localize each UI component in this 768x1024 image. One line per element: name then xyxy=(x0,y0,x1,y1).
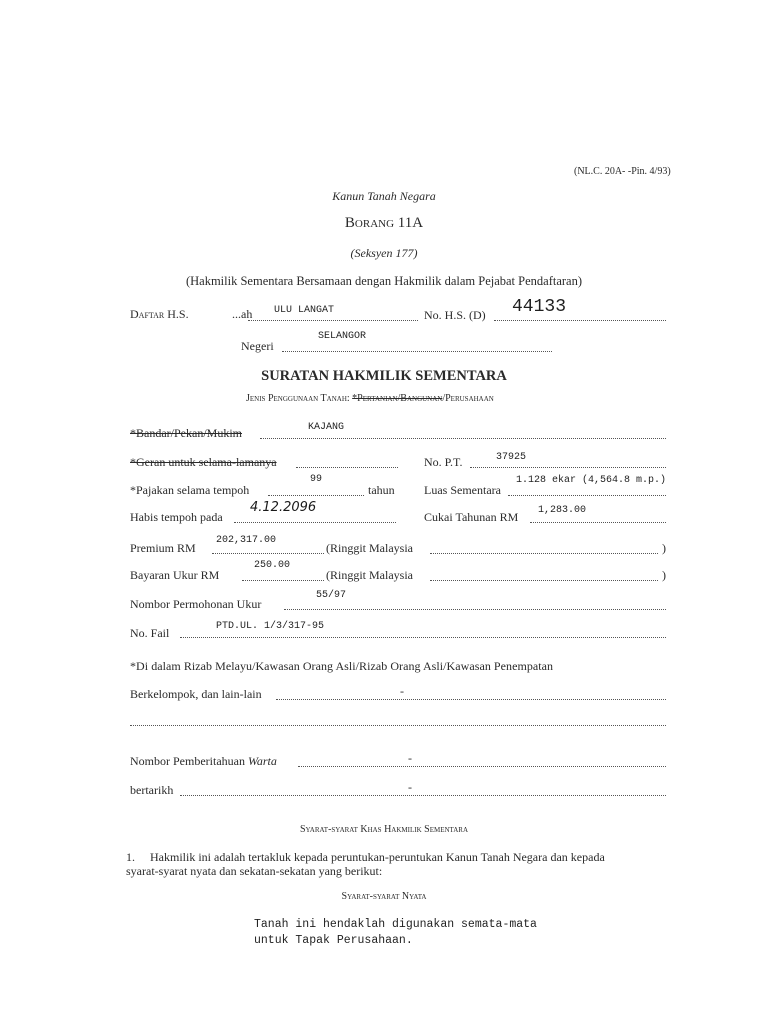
premium-line xyxy=(212,553,324,554)
daerah-value: ULU LANGAT xyxy=(274,305,335,316)
premium-ringgit-line xyxy=(430,553,658,554)
warta-label: Nombor Pemberitahuan xyxy=(130,754,245,768)
hs-value: 44133 xyxy=(512,297,567,317)
habis-label: Habis tempoh pada xyxy=(130,510,223,524)
pt-label: No. P.T. xyxy=(424,455,463,469)
bayaran-ringgit-label: (Ringgit Malaysia xyxy=(326,568,413,582)
premium-close: ) xyxy=(662,541,666,555)
geran-label: *Geran untuk selama-lamanya xyxy=(130,455,277,469)
cukai-label: Cukai Tahunan RM xyxy=(424,510,519,524)
premium-ringgit-label: (Ringgit Malaysia xyxy=(326,541,413,555)
act-title: Kanun Tanah Negara xyxy=(332,189,436,203)
rizab-blank-line xyxy=(130,725,666,726)
rizab-line-2: Berkelompok, dan lain-lain xyxy=(130,687,262,701)
daerah-label: ...ah xyxy=(232,307,253,321)
warta-italic: Warta xyxy=(247,754,277,768)
hs-line xyxy=(494,320,666,321)
bayaran-label: Bayaran Ukur RM xyxy=(130,568,220,582)
premium-label: Premium RM xyxy=(130,541,196,555)
luas-line xyxy=(508,495,666,496)
fail-label: No. Fail xyxy=(130,626,170,640)
nombor-ukur-label: Nombor Permohonan Ukur xyxy=(130,597,262,611)
section-ref: (Seksyen 177) xyxy=(350,246,418,260)
pajakan-label: *Pajakan selama tempoh xyxy=(130,483,250,497)
bandar-line xyxy=(260,438,666,439)
form-number: Borang 11A xyxy=(344,215,424,231)
warta-row xyxy=(130,754,277,769)
nyata-line-1: Tanah ini hendaklah digunakan semata-mata xyxy=(254,918,537,931)
fail-line xyxy=(180,637,666,638)
bayaran-line xyxy=(242,580,324,581)
main-title: SURATAN HAKMILIK SEMENTARA xyxy=(261,368,507,384)
land-use-struck: *Pertanian/Bangunan xyxy=(352,393,443,404)
cukai-line xyxy=(530,522,666,523)
bertarikh-dash: - xyxy=(408,780,412,794)
luas-label: Luas Sementara xyxy=(424,483,501,497)
rizab-line-1: *Di dalam Rizab Melayu/Kawasan Orang Asli/Rizab Orang Asli/Kawasan Penempatan xyxy=(130,659,554,673)
warta-dash: - xyxy=(408,751,412,765)
land-use-row xyxy=(246,393,494,404)
nombor-ukur-line xyxy=(284,609,666,610)
condition-item-text-1: Hakmilik ini adalah tertakluk kepada peruntukan-peruntukan Kanun Tanah Negara dan kepada xyxy=(150,850,605,864)
bandar-value: KAJANG xyxy=(308,422,345,433)
land-use-label: Jenis Penggunaan Tanah: xyxy=(246,393,350,404)
fail-value: PTD.UL. 1/3/317-95 xyxy=(216,621,325,632)
nyata-title: Syarat-syarat Nyata xyxy=(341,891,427,902)
bayaran-value: 250.00 xyxy=(254,560,291,571)
daftar-label: Daftar H.S. xyxy=(130,307,189,321)
form-subtitle: (Hakmilik Sementara Bersamaan dengan Hakmilik dalam Pejabat Pendaftaran) xyxy=(185,274,583,288)
cukai-value: 1,283.00 xyxy=(538,505,587,516)
conditions-title: Syarat-syarat Khas Hakmilik Sementara xyxy=(299,824,469,835)
rizab-dash: - xyxy=(400,684,404,698)
form-code: (NL.C. 20A- -Pin. 4/93) xyxy=(574,166,671,177)
habis-line xyxy=(234,522,396,523)
geran-line xyxy=(296,467,398,468)
nombor-ukur-value: 55/97 xyxy=(316,590,347,601)
bertarikh-line xyxy=(180,795,666,796)
daerah-line xyxy=(248,320,418,321)
pt-value: 37925 xyxy=(496,452,527,463)
condition-item-number: 1. xyxy=(126,850,135,864)
pajakan-line xyxy=(268,495,364,496)
negeri-label: Negeri xyxy=(241,339,274,353)
pajakan-value: 99 xyxy=(310,474,323,485)
habis-value: 4.12.2096 xyxy=(250,500,317,515)
rizab-line-2-dots xyxy=(276,699,666,700)
nyata-line-2: untuk Tapak Perusahaan. xyxy=(254,934,413,947)
bandar-label: *Bandar/Pekan/Mukim xyxy=(130,426,242,440)
premium-value: 202,317.00 xyxy=(216,535,277,546)
tahun-label: tahun xyxy=(368,483,395,497)
luas-value: 1.128 ekar (4,564.8 m.p.) xyxy=(516,475,667,486)
land-use-value: /Perusahaan xyxy=(442,393,494,404)
pt-line xyxy=(470,467,666,468)
hs-label: No. H.S. (D) xyxy=(424,308,486,322)
bertarikh-label: bertarikh xyxy=(130,783,174,797)
warta-line xyxy=(298,766,666,767)
negeri-value: SELANGOR xyxy=(318,331,367,342)
condition-item-text-2: syarat-syarat nyata dan sekatan-sekatan yang berikut: xyxy=(126,864,383,878)
bayaran-close: ) xyxy=(662,568,666,582)
negeri-line xyxy=(282,351,552,352)
bayaran-ringgit-line xyxy=(430,580,658,581)
